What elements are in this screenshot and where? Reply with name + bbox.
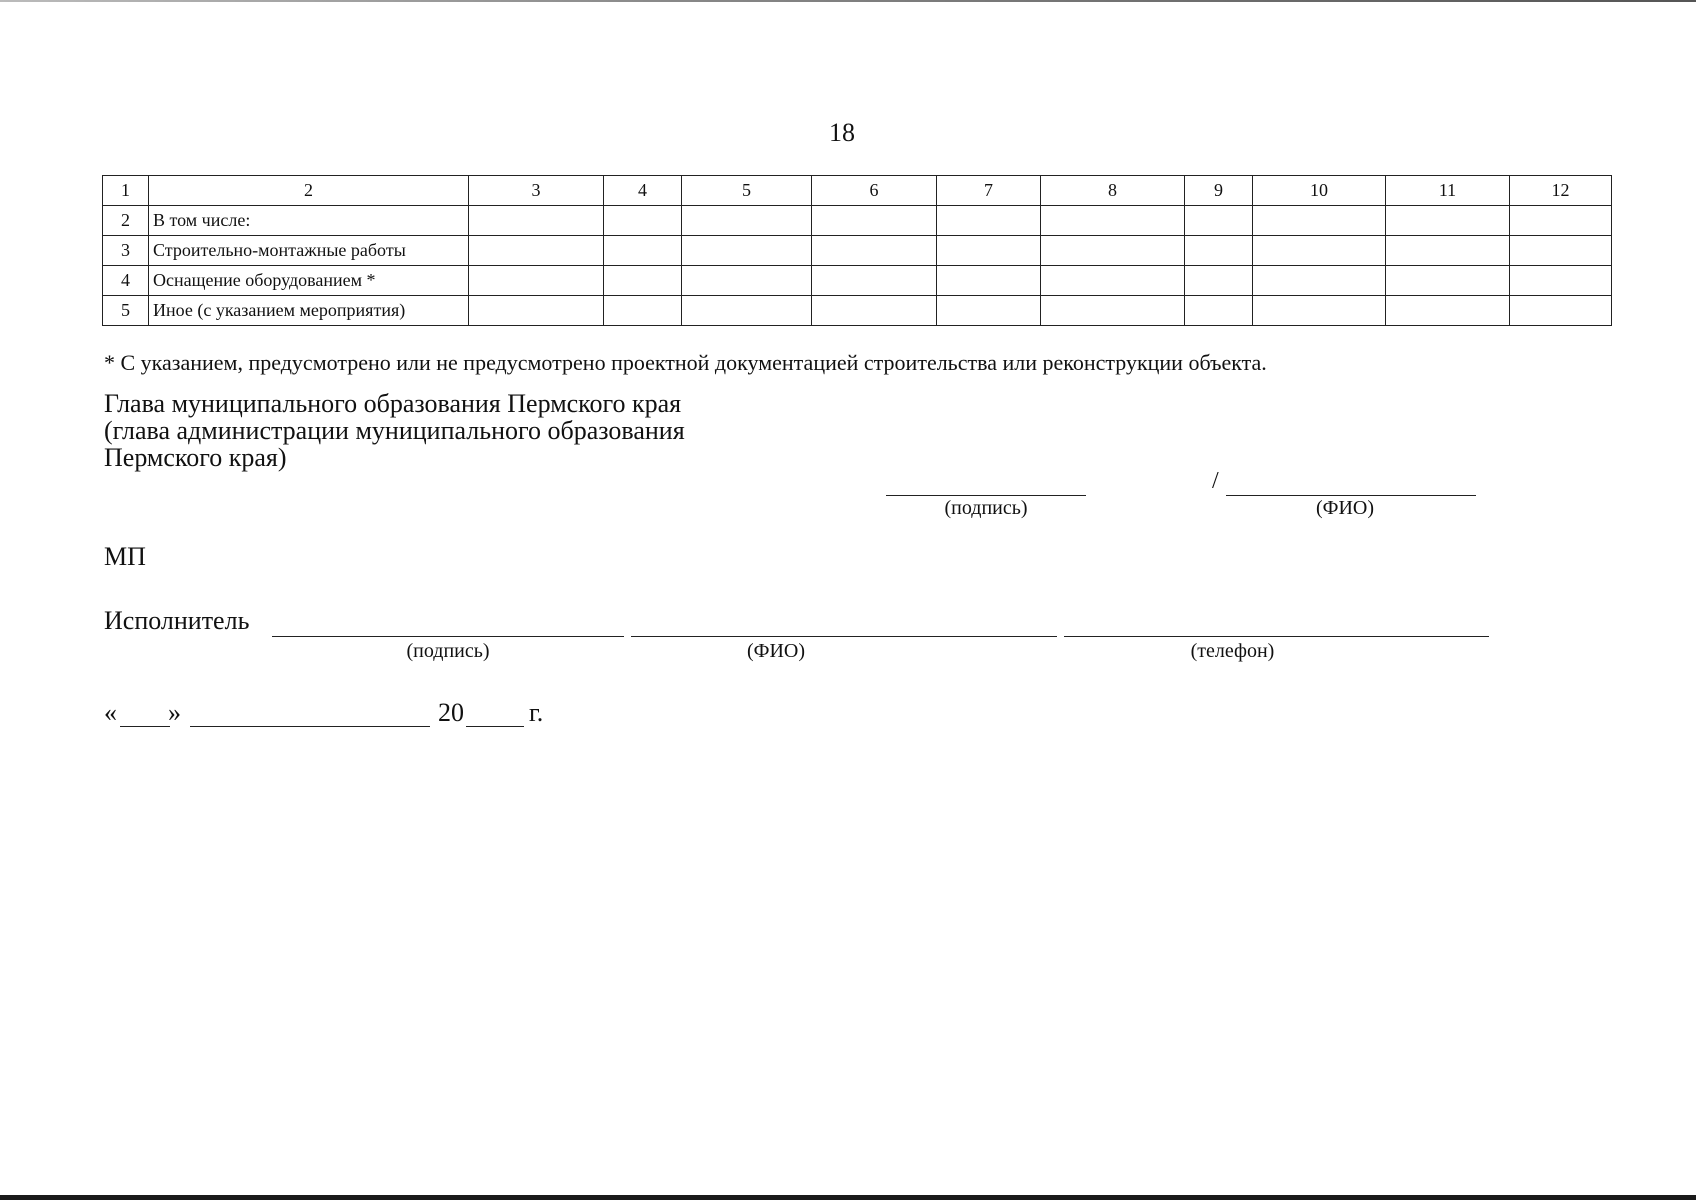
date-close-quote: » (168, 698, 181, 727)
row-label: Оснащение оборудованием * (149, 266, 469, 296)
column-header: 3 (469, 176, 604, 206)
table-cell (1386, 266, 1510, 296)
date-day-line[interactable] (120, 726, 170, 727)
date-year-suffix: г. (529, 698, 544, 727)
table-cell (937, 296, 1041, 326)
executor-name-caption: (ФИО) (746, 640, 805, 662)
table-cell (469, 296, 604, 326)
table-cell (1253, 266, 1386, 296)
scan-edge-top (0, 0, 1696, 2)
table-cell (682, 266, 812, 296)
table-cell (812, 266, 937, 296)
scan-edge-bottom (0, 1195, 1696, 1200)
table-cell (812, 206, 937, 236)
table-cell (604, 296, 682, 326)
head-name-caption: (ФИО) (1315, 497, 1374, 519)
table-header-row (103, 176, 1612, 206)
table-cell (1041, 206, 1185, 236)
table-row (103, 266, 1612, 296)
column-header: 7 (937, 176, 1041, 206)
table-cell (812, 296, 937, 326)
column-header: 10 (1253, 176, 1386, 206)
date-month-line[interactable] (190, 726, 430, 727)
executor-phone-line[interactable] (1064, 636, 1489, 637)
head-title-line: (глава администрации муниципального образования (104, 416, 685, 445)
head-title-line: Пермского края) (104, 443, 287, 472)
column-header: 8 (1041, 176, 1185, 206)
table-cell (604, 206, 682, 236)
page-number: 18 (829, 118, 855, 147)
date-year-prefix: 20 (438, 698, 464, 727)
table-cell (937, 236, 1041, 266)
table-cell (604, 266, 682, 296)
table-cell (469, 236, 604, 266)
table-cell (469, 206, 604, 236)
executor-name-line[interactable] (631, 636, 1057, 637)
row-label: Строительно-монтажные работы (149, 236, 469, 266)
table-cell (1510, 206, 1612, 236)
table-cell (1041, 296, 1185, 326)
table-cell (1510, 236, 1612, 266)
executor-signature-caption: (подпись) (406, 640, 490, 662)
column-header: 4 (604, 176, 682, 206)
row-number: 4 (103, 266, 149, 296)
executor-signature-line[interactable] (272, 636, 624, 637)
row-number: 5 (103, 296, 149, 326)
executor-label: Исполнитель (104, 606, 250, 635)
table-cell (1185, 236, 1253, 266)
table-cell (1185, 266, 1253, 296)
column-header: 6 (812, 176, 937, 206)
data-table (102, 175, 1612, 326)
table-cell (1386, 206, 1510, 236)
column-header: 12 (1510, 176, 1612, 206)
column-header: 5 (682, 176, 812, 206)
table-cell (1510, 266, 1612, 296)
row-number: 3 (103, 236, 149, 266)
executor-phone-caption: (телефон) (1190, 640, 1275, 662)
footnote: * С указанием, предусмотрено или не предусмотрено проектной документацией строительства или реконструкции объекта. (104, 350, 1267, 375)
table-row (103, 236, 1612, 266)
table-cell (1185, 296, 1253, 326)
stamp-place: МП (104, 542, 146, 571)
table-cell (1253, 206, 1386, 236)
column-header: 1 (103, 176, 149, 206)
table-cell (1041, 266, 1185, 296)
table-cell (469, 266, 604, 296)
signature-slash: / (1212, 468, 1219, 494)
head-signature-caption: (подпись) (944, 497, 1028, 519)
table-cell (1510, 296, 1612, 326)
head-signature-line[interactable] (886, 495, 1086, 496)
table-row (103, 206, 1612, 236)
date-open-quote: « (104, 698, 117, 727)
table-cell (1185, 206, 1253, 236)
column-header: 9 (1185, 176, 1253, 206)
table-cell (682, 296, 812, 326)
table-cell (1041, 236, 1185, 266)
table-cell (812, 236, 937, 266)
row-label: Иное (с указанием мероприятия) (149, 296, 469, 326)
date-year-line[interactable] (466, 726, 524, 727)
head-name-line[interactable] (1226, 495, 1476, 496)
table-cell (682, 206, 812, 236)
column-header: 2 (149, 176, 469, 206)
table-row (103, 296, 1612, 326)
row-label: В том числе: (149, 206, 469, 236)
head-official-title (104, 390, 685, 471)
table-cell (682, 236, 812, 266)
row-number: 2 (103, 206, 149, 236)
table-cell (1253, 296, 1386, 326)
table-cell (1386, 236, 1510, 266)
table-cell (1386, 296, 1510, 326)
head-title-line: Глава муниципального образования Пермского края (104, 389, 682, 418)
table-cell (937, 206, 1041, 236)
table-cell (604, 236, 682, 266)
column-header: 11 (1386, 176, 1510, 206)
table-cell (1253, 236, 1386, 266)
table-cell (937, 266, 1041, 296)
